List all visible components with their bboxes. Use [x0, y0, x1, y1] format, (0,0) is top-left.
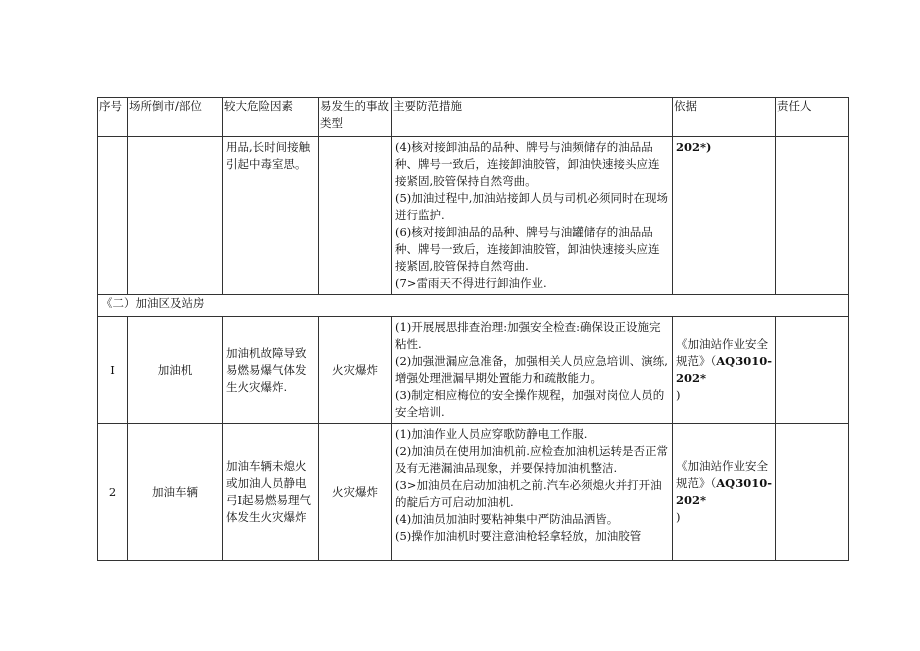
header-row	[98, 98, 849, 137]
cell-place	[128, 137, 223, 295]
measure-item: (4)加油员加油时要粘神集中严防油品洒皆。	[395, 512, 619, 526]
cell-no	[98, 137, 128, 295]
cell-measures	[392, 317, 673, 424]
measure-item: (5)操作加油机时要注意油枪轻拿轻放，加油胶管	[395, 529, 642, 543]
measure-item: (3)制定相应梅位的安全操作规程，加强对岗位人员的安全培训.	[395, 388, 665, 419]
cell-risk: 加油机故障导致易燃易爆气体发生火灾爆炸.	[223, 317, 319, 424]
measure-item: (4)核对接卸油品的品种、牌号与油频储存的油品品种、牌号一致后，连接卸油胶管，卸油快速接头应连接紧固,胶管保持自然弯曲。	[395, 140, 660, 188]
measure-item: (1)加油作业人员应穿歌防静电工作服.	[395, 427, 588, 441]
measure-item: (3>加油员在启动加油机之前.汽车必须熄火并打开油的靛后方可启动加油机.	[395, 478, 662, 509]
section-title: 《二）加油区及站房	[98, 295, 849, 317]
cell-measures	[392, 137, 673, 295]
cell-owner	[776, 317, 849, 424]
cell-basis: 《加油站作业安全规范》（AQ3010-202* )	[673, 424, 776, 561]
header-owner: 责任人	[776, 98, 849, 137]
table-row	[98, 424, 849, 561]
cell-basis: 《加油站作业安全规范》（AQ3010-202* )	[673, 317, 776, 424]
section-row	[98, 295, 849, 317]
measure-item: (7>雷雨天不得进行卸油作业.	[395, 276, 547, 290]
cell-place: 加油机	[128, 317, 223, 424]
cell-no: 2	[98, 424, 128, 561]
cell-basis: 202*)	[673, 137, 776, 295]
table-row	[98, 137, 849, 295]
measure-item: (5)加油过程中,加油站接卸人员与司机必须同时在现场迸行监护.	[395, 191, 668, 222]
cell-risk: 用品,长时间接触引起中毒室思。	[223, 137, 319, 295]
header-place: 场所倒市/部位	[128, 98, 223, 137]
header-measures: 主要防范措施	[392, 98, 673, 137]
measure-item: (2)加油员在使用加油机前.应检查加油机运转是否正常及有无港漏油品现象，并要保持加油机整洁.	[395, 444, 668, 475]
measure-item: (1)开展展思排查治理:加强安全检查:确保设正设施完粘性.	[395, 320, 661, 351]
cell-accident	[319, 137, 392, 295]
measure-item: (2)加强泄漏应急准备，加强相关人员应急培训、演练,增强处理泄漏早期处置能力和疏散能力。	[395, 354, 668, 385]
cell-owner	[776, 424, 849, 561]
cell-risk: 加油车辆未熄火或加油人员静电弓I起易燃易理气体发生火灾爆炸	[223, 424, 319, 561]
measure-item: (6)核对接卸油品的品种、牌号与油罐储存的油品品种、牌号一致后，连接卸油胶管，卸油快速接头应连接紧固,胶管保持自然弯曲.	[395, 225, 660, 273]
cell-measures	[392, 424, 673, 561]
cell-accident: 火灾爆炸	[319, 317, 392, 424]
table-row	[98, 317, 849, 424]
header-basis: 依据	[673, 98, 776, 137]
cell-accident: 火灾爆炸	[319, 424, 392, 561]
header-no: 序号	[98, 98, 128, 137]
header-accident: 易发生的事故类型	[319, 98, 392, 137]
cell-owner	[776, 137, 849, 295]
cell-no: I	[98, 317, 128, 424]
cell-place: 加油车辆	[128, 424, 223, 561]
header-risk: 较大危险因素	[223, 98, 319, 137]
risk-table	[97, 97, 849, 561]
